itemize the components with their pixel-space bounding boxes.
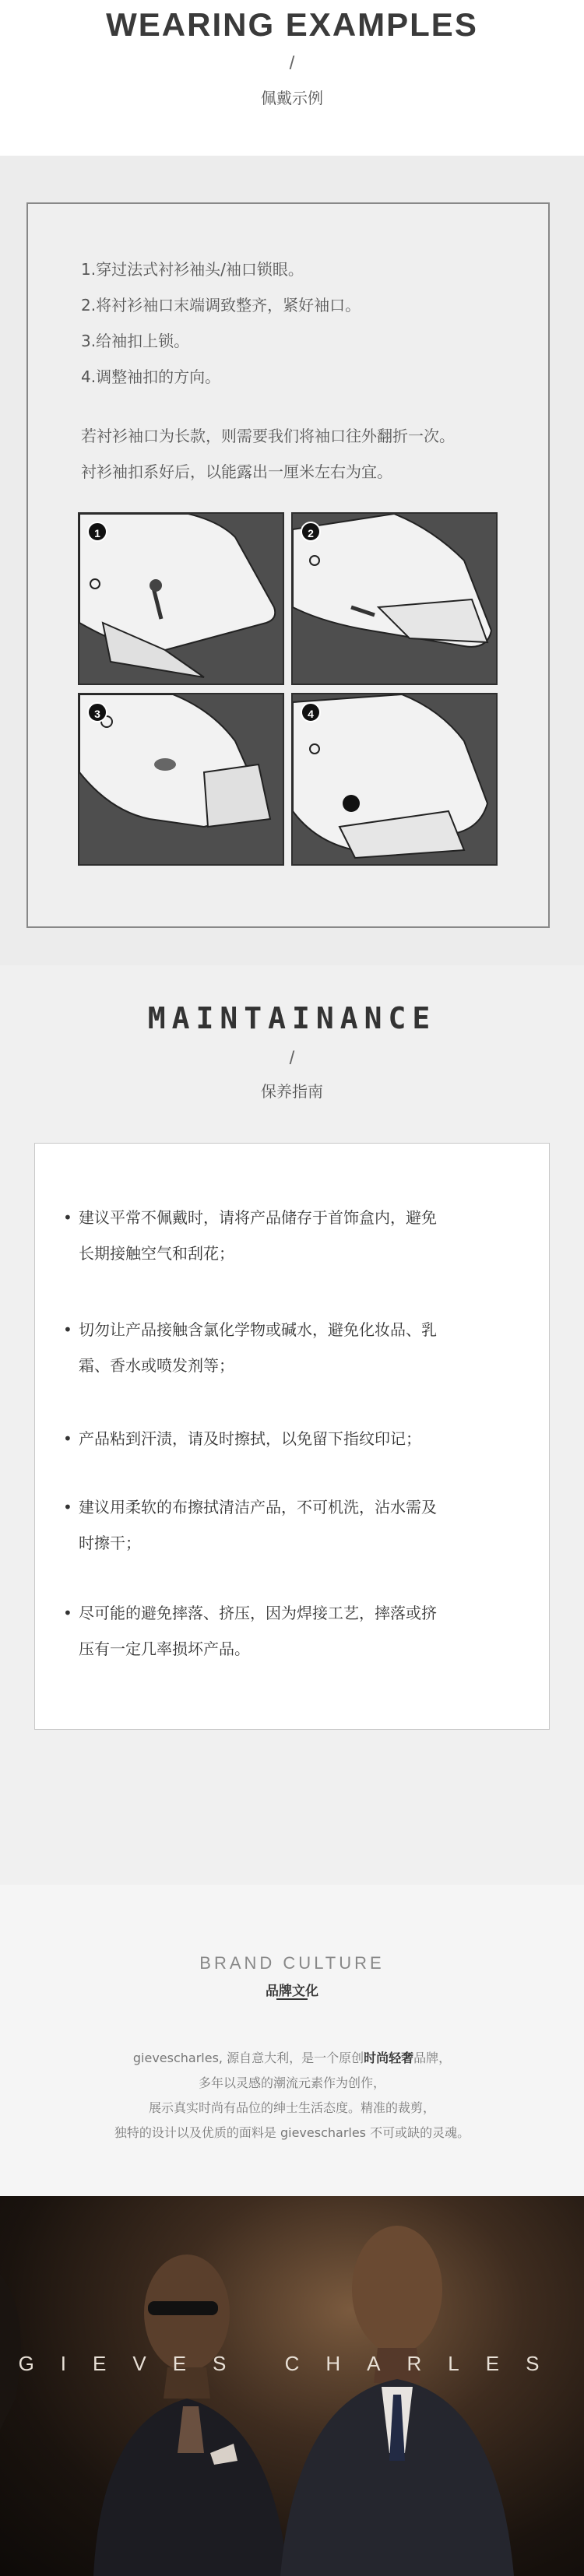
wearing-steps-section: [0, 156, 584, 965]
bullet-icon: •: [63, 1429, 72, 1448]
wearing-subtitle: 佩戴示例: [261, 89, 323, 107]
cuff-illustration-icon: [79, 694, 284, 866]
maintenance-item-5-line1: 尽可能的避免摔落、挤压，因为焊接工艺，摔落或挤: [79, 1604, 437, 1622]
mannequins-illustration-icon: [0, 2196, 584, 2576]
wearing-examples-header: [0, 0, 584, 156]
step-3-text: 3.给袖扣上锁。: [81, 332, 190, 350]
wearing-slash: /: [289, 53, 295, 74]
steps-frame: [26, 202, 550, 928]
brand-culture-title: BRAND CULTURE: [199, 1953, 385, 1973]
brand-text-line-1a: gievescharles, 源自意大利，是一个原创: [132, 2051, 364, 2065]
step-illustration-4: [291, 693, 498, 866]
brand-text-line-4: 独特的设计以及优质的面料是 gievescharles 不可或缺的灵魂。: [114, 2125, 470, 2140]
step-4-text: 4.调整袖扣的方向。: [81, 367, 221, 386]
cuff-illustration-icon: [293, 694, 498, 866]
maintenance-item-2: [63, 1312, 515, 1383]
step-2-text: 2.将衬衫袖口末端调致整齐，紧好袖口。: [81, 296, 361, 315]
step-illustration-2: [291, 512, 498, 685]
maintenance-item-4-line2: 时擦干；: [79, 1534, 141, 1552]
bullet-icon: •: [63, 1498, 72, 1516]
maintenance-slash: /: [289, 1048, 295, 1069]
hero-brand-text: GIEVES CHARLES: [18, 2352, 566, 2375]
brand-culture-section: [0, 1885, 584, 2196]
bullet-icon: •: [63, 1604, 72, 1622]
maintenance-item-1: [63, 1200, 515, 1271]
brand-text-line-1c: 品牌，: [413, 2051, 452, 2065]
note-line-2: 衬衫袖扣系好后，以能露出一厘米左右为宜。: [81, 462, 392, 481]
bullet-icon: •: [63, 1320, 72, 1339]
maintenance-item-4-line1: 建议用柔软的布擦拭清洁产品，不可机洗，沾水需及: [79, 1498, 437, 1516]
maintenance-item-3-line1: 产品粘到汗渍，请及时擦拭，以免留下指纹印记；: [79, 1429, 421, 1448]
step-illustration-3: [78, 693, 284, 866]
maintenance-list-box: [34, 1143, 550, 1730]
brand-text-line-1: [0, 2048, 584, 2066]
brand-text-line-3: 展示真实时尚有品位的绅士生活态度。精准的裁剪，: [148, 2100, 435, 2115]
maintenance-item-2-line1: 切勿让产品接触含氯化学物或碱水，避免化妆品、乳: [79, 1320, 437, 1339]
maintenance-item-5-line2: 压有一定几率损坏产品。: [79, 1639, 250, 1658]
brand-culture-subtitle: 品牌文化: [266, 1984, 318, 1998]
brand-hero-image: [0, 2196, 584, 2576]
panel-number-4: 4: [301, 702, 321, 722]
wearing-title: WEARING EXAMPLES: [106, 6, 478, 43]
maintenance-subtitle: 保养指南: [261, 1082, 323, 1101]
maintenance-section: [0, 965, 584, 1885]
maintenance-item-2-line2: 霜、香水或喷发剂等；: [79, 1356, 234, 1375]
brand-text-line-2: 多年以灵感的潮流元素作为创作，: [198, 2075, 385, 2090]
bullet-icon: •: [63, 1208, 72, 1227]
brand-text-highlight: 时尚轻奢: [364, 2051, 414, 2065]
maintenance-item-1-line1: 建议平常不佩戴时，请将产品储存于首饰盒内，避免: [79, 1208, 437, 1227]
brand-divider: [276, 1998, 308, 2000]
panel-number-3: 3: [87, 702, 107, 722]
panel-number-1: 1: [87, 522, 107, 542]
note-line-1: 若衬衫袖口为长款，则需要我们将袖口往外翻折一次。: [81, 427, 455, 445]
cuff-illustration-icon: [293, 514, 498, 685]
maintenance-title: MAINTAINANCE: [147, 1001, 437, 1035]
maintenance-item-5: [63, 1595, 515, 1667]
cuff-illustration-icon: [79, 514, 284, 685]
maintenance-item-1-line2: 长期接触空气和刮花；: [79, 1244, 234, 1263]
step-1-text: 1.穿过法式衬衫袖头/袖口锁眼。: [81, 260, 304, 279]
panel-number-2: 2: [301, 522, 321, 542]
maintenance-item-4: [63, 1489, 515, 1561]
maintenance-item-3: [63, 1421, 515, 1457]
step-illustration-1: [78, 512, 284, 685]
